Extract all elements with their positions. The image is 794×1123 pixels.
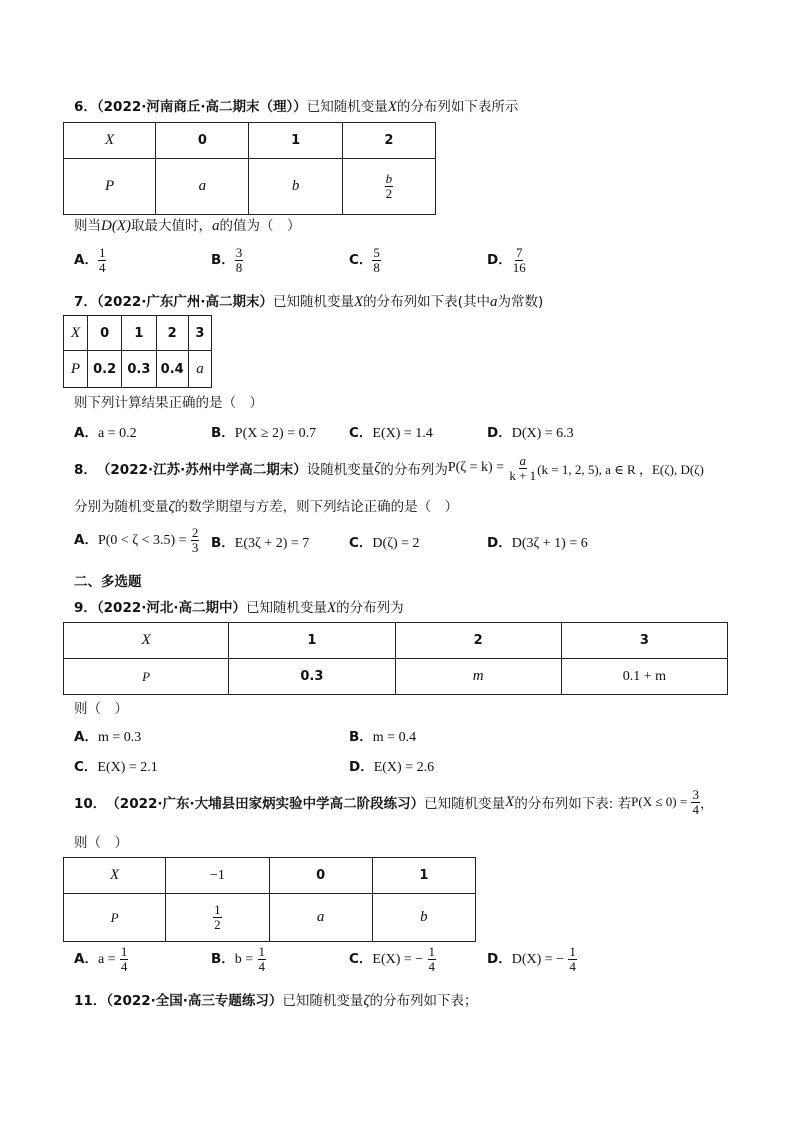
question-source: （2022·全国·高三专题练习） bbox=[106, 993, 283, 1009]
q8-option-b[interactable]: B．E(3ζ + 2) = 7 bbox=[211, 535, 310, 551]
question-8-line2: 分别为随机变量ζ的数学期望与方差，则下列结论正确的是（ ） bbox=[74, 499, 459, 515]
question-number: 11． bbox=[74, 993, 107, 1009]
question-10-stem: 10． （2022·广东·大埔县田家炳实验中学高二阶段练习） 已知随机变量 X 的分布列如下表: 若 P(X ≤ 0) = $\frac{3}{4}$ ， bbox=[74, 787, 714, 817]
q9-option-d[interactable]: D．E(X) = 2.6 bbox=[349, 759, 435, 775]
question-9-followup: 则（ ） bbox=[74, 701, 128, 717]
question-source: （2022·江苏·苏州中学高二期末） bbox=[96, 462, 307, 479]
distribution-table-q7: X 0 1 2 3 P 0.2 0.3 0.4 a bbox=[63, 315, 212, 388]
question-11-stem: 11．（2022·全国·高三专题练习）已知随机变量ζ的分布列如下表； bbox=[74, 993, 478, 1009]
q8-option-a[interactable]: A．P(0 < ζ < 3.5) = $\frac{2}{3}$ bbox=[74, 525, 199, 555]
question-number: 8． bbox=[74, 462, 97, 479]
fraction-cell: $\frac{1}{2}$ bbox=[166, 894, 269, 942]
question-9-stem: 9．（2022·河北·高二期中）已知随机变量X的分布列为 bbox=[74, 600, 404, 616]
section-heading: 二、多选题 bbox=[74, 574, 142, 590]
q10-option-d[interactable]: D．D(X) = − $\frac{1}{4}$ bbox=[487, 944, 576, 974]
fraction-cell: $\frac{b}{2}$ bbox=[342, 159, 435, 215]
question-number: 10． bbox=[74, 796, 107, 813]
distribution-table-q10: X −1 0 1 P $\frac{1}{2}$ a b bbox=[63, 857, 476, 942]
question-number: 7． bbox=[74, 294, 97, 310]
q8-option-c[interactable]: C．D(ζ) = 2 bbox=[349, 535, 420, 551]
q9-option-a[interactable]: A．m = 0.3 bbox=[74, 729, 142, 745]
question-number: 9． bbox=[74, 600, 97, 616]
q7-option-b[interactable]: B．P(X ≥ 2) = 0.7 bbox=[211, 425, 317, 441]
question-source: （2022·河北·高二期中） bbox=[96, 600, 246, 616]
q6-option-a[interactable]: A． $\frac{1}{4}$ bbox=[74, 245, 106, 275]
q6-option-d[interactable]: D． $\frac{7}{16}$ bbox=[487, 245, 526, 275]
question-7-stem: 7．（2022·广东广州·高二期末）已知随机变量X的分布列如下表(其中a为常数) bbox=[74, 294, 544, 310]
question-source: （2022·河南商丘·高二期末（理）） bbox=[96, 99, 307, 115]
q10-option-c[interactable]: C．E(X) = − $\frac{1}{4}$ bbox=[349, 944, 435, 974]
q10-option-b[interactable]: B．b = $\frac{1}{4}$ bbox=[211, 944, 265, 974]
question-7-followup: 则下列计算结果正确的是（ ） bbox=[74, 395, 263, 411]
q7-option-a[interactable]: A．a = 0.2 bbox=[74, 425, 137, 441]
question-source: （2022·广东广州·高二期末） bbox=[96, 294, 273, 310]
q8-option-d[interactable]: D．D(3ζ + 1) = 6 bbox=[487, 535, 588, 551]
question-8-stem: 8． （2022·江苏·苏州中学高二期末） 设随机变量 ζ 的分布列为 P(ζ = k) = $\frac{a}{k + 1}$ (k = 1, 2, 5), a ∈ R ，E(ζ), D(ζ) bbox=[74, 453, 704, 483]
q7-option-d[interactable]: D．D(X) = 6.3 bbox=[487, 425, 574, 441]
question-6-stem: 6．（2022·河南商丘·高二期末（理））已知随机变量X的分布列如下表所示 bbox=[74, 99, 519, 115]
distribution-table-q6: X 0 1 2 P a b $\frac{b}{2}$ bbox=[63, 122, 436, 215]
question-source: （2022·广东·大埔县田家炳实验中学高二阶段练习） bbox=[106, 796, 425, 813]
question-10-followup: 则（ ） bbox=[74, 835, 128, 851]
q7-option-c[interactable]: C．E(X) = 1.4 bbox=[349, 425, 433, 441]
distribution-table-q9: X 1 2 3 P 0.3 m 0.1 + m bbox=[63, 622, 728, 695]
q9-option-c[interactable]: C．E(X) = 2.1 bbox=[74, 759, 158, 775]
q10-option-a[interactable]: A．a = $\frac{1}{4}$ bbox=[74, 944, 128, 974]
question-number: 6． bbox=[74, 99, 97, 115]
q6-option-b[interactable]: B． $\frac{3}{8}$ bbox=[211, 245, 243, 275]
question-6-followup: 则当D(X)取最大值时，a的值为（ ） bbox=[74, 218, 301, 234]
q9-option-b[interactable]: B．m = 0.4 bbox=[349, 729, 417, 745]
q6-option-c[interactable]: C． $\frac{5}{8}$ bbox=[349, 245, 380, 275]
